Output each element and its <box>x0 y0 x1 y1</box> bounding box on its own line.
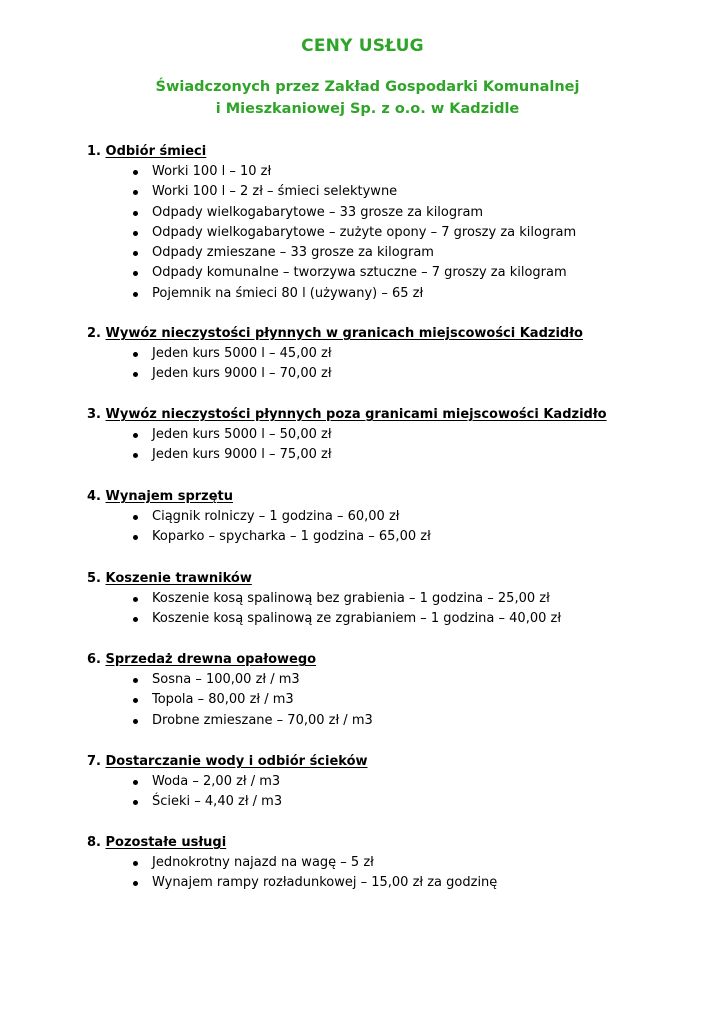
section-title: Odbiór śmieci <box>105 144 207 159</box>
bullet-icon <box>133 292 138 297</box>
section-number: 5. <box>87 571 101 586</box>
list-item <box>87 223 697 243</box>
list-item <box>87 364 697 384</box>
list-item-text: Odpady zmieszane – 33 grosze za kilogram <box>152 245 434 261</box>
section-title: Wywóz nieczystości płynnych w granicach miejscowości Kadzidło <box>105 326 583 341</box>
bullet-icon <box>133 597 138 602</box>
list-item <box>87 792 697 812</box>
section-items <box>87 507 697 548</box>
section-items <box>87 589 697 630</box>
bullet-icon <box>133 617 138 622</box>
bullet-icon <box>133 231 138 236</box>
list-item <box>87 873 697 893</box>
list-item <box>87 425 697 445</box>
list-item <box>87 670 697 690</box>
section-items <box>87 162 697 304</box>
bullet-icon <box>133 372 138 377</box>
section-wynajem-sprzetu <box>87 487 697 548</box>
section-pozostale-uslugi <box>87 833 697 894</box>
section-number: 4. <box>87 489 101 504</box>
section-items <box>87 670 697 731</box>
section-title: Wywóz nieczystości płynnych poza granicami miejscowości Kadzidło <box>105 407 607 422</box>
section-items <box>87 772 697 813</box>
list-item <box>87 772 697 792</box>
bullet-icon <box>133 515 138 520</box>
list-item-text: Jeden kurs 9000 l – 75,00 zł <box>152 447 332 463</box>
list-item <box>87 203 697 223</box>
list-item <box>87 263 697 283</box>
list-item-text: Ścieki – 4,40 zł / m3 <box>152 794 283 810</box>
list-item-text: Ciągnik rolniczy – 1 godzina – 60,00 zł <box>152 509 400 524</box>
list-item <box>87 507 697 527</box>
page-subtitle <box>0 76 725 120</box>
section-heading <box>87 405 697 425</box>
section-title: Wynajem sprzętu <box>105 489 234 504</box>
section-number: 8. <box>87 835 101 850</box>
list-item-text: Topola – 80,00 zł / m3 <box>152 692 294 708</box>
section-heading <box>87 324 697 344</box>
section-title: Dostarczanie wody i odbiór ścieków <box>105 754 368 769</box>
bullet-icon <box>133 881 138 886</box>
section-items <box>87 344 697 385</box>
list-item-text: Koparko – spycharka – 1 godzina – 65,00 zł <box>152 529 431 545</box>
list-item-text: Wynajem rampy rozładunkowej – 15,00 zł za godzinę <box>152 875 498 891</box>
bullet-icon <box>133 271 138 276</box>
section-sprzedaz-drewna <box>87 650 697 731</box>
section-title: Pozostałe usługi <box>105 835 227 850</box>
bullet-icon <box>133 780 138 785</box>
list-item-text: Odpady wielkogabarytowe – 33 grosze za kilogram <box>152 204 484 220</box>
bullet-icon <box>133 190 138 195</box>
section-number: 7. <box>87 754 101 769</box>
bullet-icon <box>133 800 138 805</box>
list-item-text: Koszenie kosą spalinową bez grabienia – 1 godzina – 25,00 zł <box>152 591 550 606</box>
subtitle-line-2: i Mieszkaniowej Sp. z o.o. w Kadzidle <box>215 101 520 117</box>
section-title: Sprzedaż drewna opałowego <box>105 652 317 667</box>
bullet-icon <box>133 861 138 866</box>
list-item <box>87 853 697 873</box>
list-item-text: Worki 100 l – 10 zł <box>152 164 272 179</box>
list-item-text: Jeden kurs 9000 l – 70,00 zł <box>152 366 332 382</box>
section-items <box>87 425 697 466</box>
list-item <box>87 609 697 629</box>
bullet-icon <box>133 698 138 703</box>
page-title: CENY USŁUG <box>301 36 424 56</box>
subtitle-line-1: Świadczonych przez Zakład Gospodarki Komunalnej <box>155 79 580 95</box>
list-item <box>87 527 697 547</box>
list-item-text: Jeden kurs 5000 l – 50,00 zł <box>152 427 332 442</box>
list-item-text: Sosna – 100,00 zł / m3 <box>152 672 300 687</box>
bullet-icon <box>133 433 138 438</box>
list-item-text: Pojemnik na śmieci 80 l (używany) – 65 zł <box>152 285 424 301</box>
section-wywoz-w-granicach <box>87 324 697 385</box>
section-number: 1. <box>87 144 101 159</box>
bullet-icon <box>133 535 138 540</box>
section-number: 6. <box>87 652 101 667</box>
bullet-icon <box>133 678 138 683</box>
bullet-icon <box>133 170 138 175</box>
bullet-icon <box>133 251 138 256</box>
bullet-icon <box>133 453 138 458</box>
list-item <box>87 182 697 202</box>
bullet-icon <box>133 352 138 357</box>
section-odbior-smieci <box>87 142 697 304</box>
list-item <box>87 243 697 263</box>
section-number: 2. <box>87 326 101 341</box>
section-heading <box>87 487 697 507</box>
list-item-text: Koszenie kosą spalinową ze zgrabianiem – 1 godzina – 40,00 zł <box>152 611 562 627</box>
list-item <box>87 344 697 364</box>
list-item-text: Drobne zmieszane – 70,00 zł / m3 <box>152 712 373 728</box>
section-heading <box>87 569 697 589</box>
list-item <box>87 445 697 465</box>
list-item-text: Woda – 2,00 zł / m3 <box>152 774 281 789</box>
section-items <box>87 853 697 894</box>
section-heading <box>87 650 697 670</box>
list-item <box>87 589 697 609</box>
section-koszenie-trawnikow <box>87 569 697 630</box>
list-item <box>87 690 697 710</box>
list-item <box>87 711 697 731</box>
list-item-text: Jednokrotny najazd na wagę – 5 zł <box>152 855 374 870</box>
section-number: 3. <box>87 407 101 422</box>
list-item <box>87 284 697 304</box>
list-item-text: Worki 100 l – 2 zł – śmieci selektywne <box>152 184 398 200</box>
section-title: Koszenie trawników <box>105 571 252 586</box>
section-wywoz-poza-granicami <box>87 405 697 466</box>
section-heading <box>87 752 697 772</box>
list-item-text: Odpady wielkogabarytowe – zużyte opony – 7 groszy za kilogram <box>152 224 577 240</box>
section-heading <box>87 142 697 162</box>
bullet-icon <box>133 719 138 724</box>
list-item <box>87 162 697 182</box>
section-heading <box>87 833 697 853</box>
list-item-text: Jeden kurs 5000 l – 45,00 zł <box>152 346 332 361</box>
list-item-text: Odpady komunalne – tworzywa sztuczne – 7 groszy za kilogram <box>152 265 567 281</box>
bullet-icon <box>133 211 138 216</box>
section-woda-scieki <box>87 752 697 813</box>
